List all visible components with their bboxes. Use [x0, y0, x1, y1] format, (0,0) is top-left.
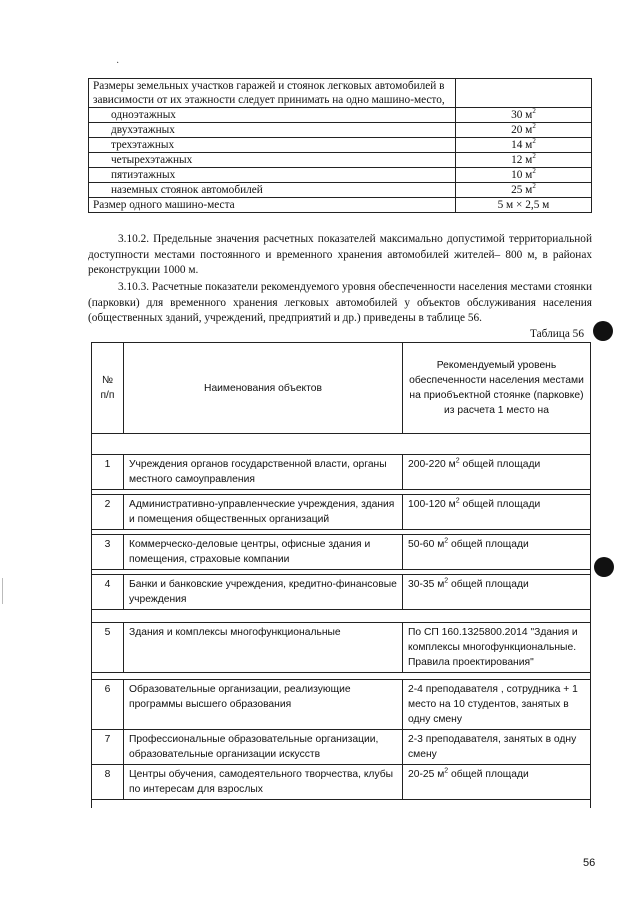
- table-row: [92, 623, 591, 673]
- row-label: наземных стоянок автомобилей: [89, 183, 456, 198]
- row-level: 20-25 $м^2$ общей площади: [403, 765, 591, 800]
- row-value: 10 $м^2$: [455, 168, 591, 183]
- row-label: пятиэтажных: [89, 168, 456, 183]
- row-level: 50-60 $м^2$ общей площади: [403, 535, 591, 570]
- table-row: [89, 153, 592, 168]
- col-header-num: № п/п: [92, 343, 124, 434]
- row-num: 1: [92, 455, 124, 490]
- table-row: [92, 495, 591, 530]
- table-row: [89, 183, 592, 198]
- table-row: [92, 680, 591, 730]
- row-level: 2-4 преподавателя , сотрудника + 1 место на 10 студентов, занятых в одну смену: [403, 680, 591, 730]
- table-row: [89, 108, 592, 123]
- row-level: 30-35 $м^2$ общей площади: [403, 575, 591, 610]
- row-value: 14 $м^2$: [455, 138, 591, 153]
- row-level: 200-220 $м^2$ общей площади: [403, 455, 591, 490]
- scan-speck: ·: [116, 58, 120, 69]
- table-row: [89, 123, 592, 138]
- row-name: Профессиональные образовательные организации, образовательные организации искусств: [124, 730, 403, 765]
- row-label: двухэтажных: [89, 123, 456, 138]
- row-name: Учреждения органов государственной власти, органы местного самоуправления: [124, 455, 403, 490]
- row-value: 25 $м^2$: [455, 183, 591, 198]
- row-value: 30 $м^2$: [455, 108, 591, 123]
- row-label: одноэтажных: [89, 108, 456, 123]
- table-header-row: [92, 343, 591, 434]
- paragraph-3-10-3: 3.10.3. Расчетные показатели рекомендуемого уровня обеспеченности населения местами стоянки (парковки) для временного хранения легковых автомобилей у объектов обслуживания населения (общественных зданий, учреждений, предприятий и др.) приведены в таблице 56.: [88, 281, 592, 324]
- row-name: Банки и банковские учреждения, кредитно-финансовые учреждения: [124, 575, 403, 610]
- row-num: 2: [92, 495, 124, 530]
- row-value: 5 м × 2,5 м: [455, 198, 591, 213]
- row-label: Размер одного машино-места: [89, 198, 456, 213]
- table-caption: Таблица 56: [530, 328, 584, 340]
- row-num: 6: [92, 680, 124, 730]
- page-number: 56: [583, 857, 596, 869]
- parking-size-header: Размеры земельных участков гаражей и стоянок легковых автомобилей в зависимости от их этажности следует принимать на одно машино-место,: [89, 79, 456, 108]
- table-row: [89, 198, 592, 213]
- table-row: [92, 575, 591, 610]
- row-num: 5: [92, 623, 124, 673]
- table-row: [92, 535, 591, 570]
- table-row: [92, 765, 591, 800]
- row-num: 4: [92, 575, 124, 610]
- paragraph-3-10-2: 3.10.2. Предельные значения расчетных показателей максимально допустимой территориальной доступности местами постоянного и временного хранения автомобилей жителей– 800 м, в районах реконструкции 1000 м.: [88, 233, 592, 276]
- parking-size-table: [88, 78, 592, 213]
- punch-hole-mark: [593, 321, 613, 341]
- table-row: [92, 455, 591, 490]
- row-name: Образовательные организации, реализующие программы высшего образования: [124, 680, 403, 730]
- row-value: 20 $м^2$: [455, 123, 591, 138]
- row-num: 7: [92, 730, 124, 765]
- row-level: 2-3 преподавателя, занятых в одну смену: [403, 730, 591, 765]
- scan-edge-mark: [2, 578, 3, 604]
- col-header-level: Рекомендуемый уровень обеспеченности населения местами на приобъектной стоянке (парковке) из расчета 1 место на: [403, 343, 591, 434]
- punch-hole-mark: [594, 557, 614, 577]
- table-row: [92, 730, 591, 765]
- row-num: 8: [92, 765, 124, 800]
- row-name: Административно-управленческие учреждения, здания и помещения общественных организаций: [124, 495, 403, 530]
- table-row: [89, 79, 592, 108]
- row-name: Коммерческо-деловые центры, офисные здания и помещения, страховые компании: [124, 535, 403, 570]
- table-row: [89, 168, 592, 183]
- row-name: Здания и комплексы многофункциональные: [124, 623, 403, 673]
- row-name: Центры обучения, самодеятельного творчества, клубы по интересам для взрослых: [124, 765, 403, 800]
- parking-standards-table: [91, 342, 591, 808]
- row-num: 3: [92, 535, 124, 570]
- row-level: 100-120 $м^2$ общей площади: [403, 495, 591, 530]
- col-header-name: Наименования объектов: [124, 343, 403, 434]
- table-row: [89, 138, 592, 153]
- row-level: По СП 160.1325800.2014 "Здания и комплексы многофункциональные. Правила проектирования": [403, 623, 591, 673]
- row-value: 12 $м^2$: [455, 153, 591, 168]
- row-label: четырехэтажных: [89, 153, 456, 168]
- row-label: трехэтажных: [89, 138, 456, 153]
